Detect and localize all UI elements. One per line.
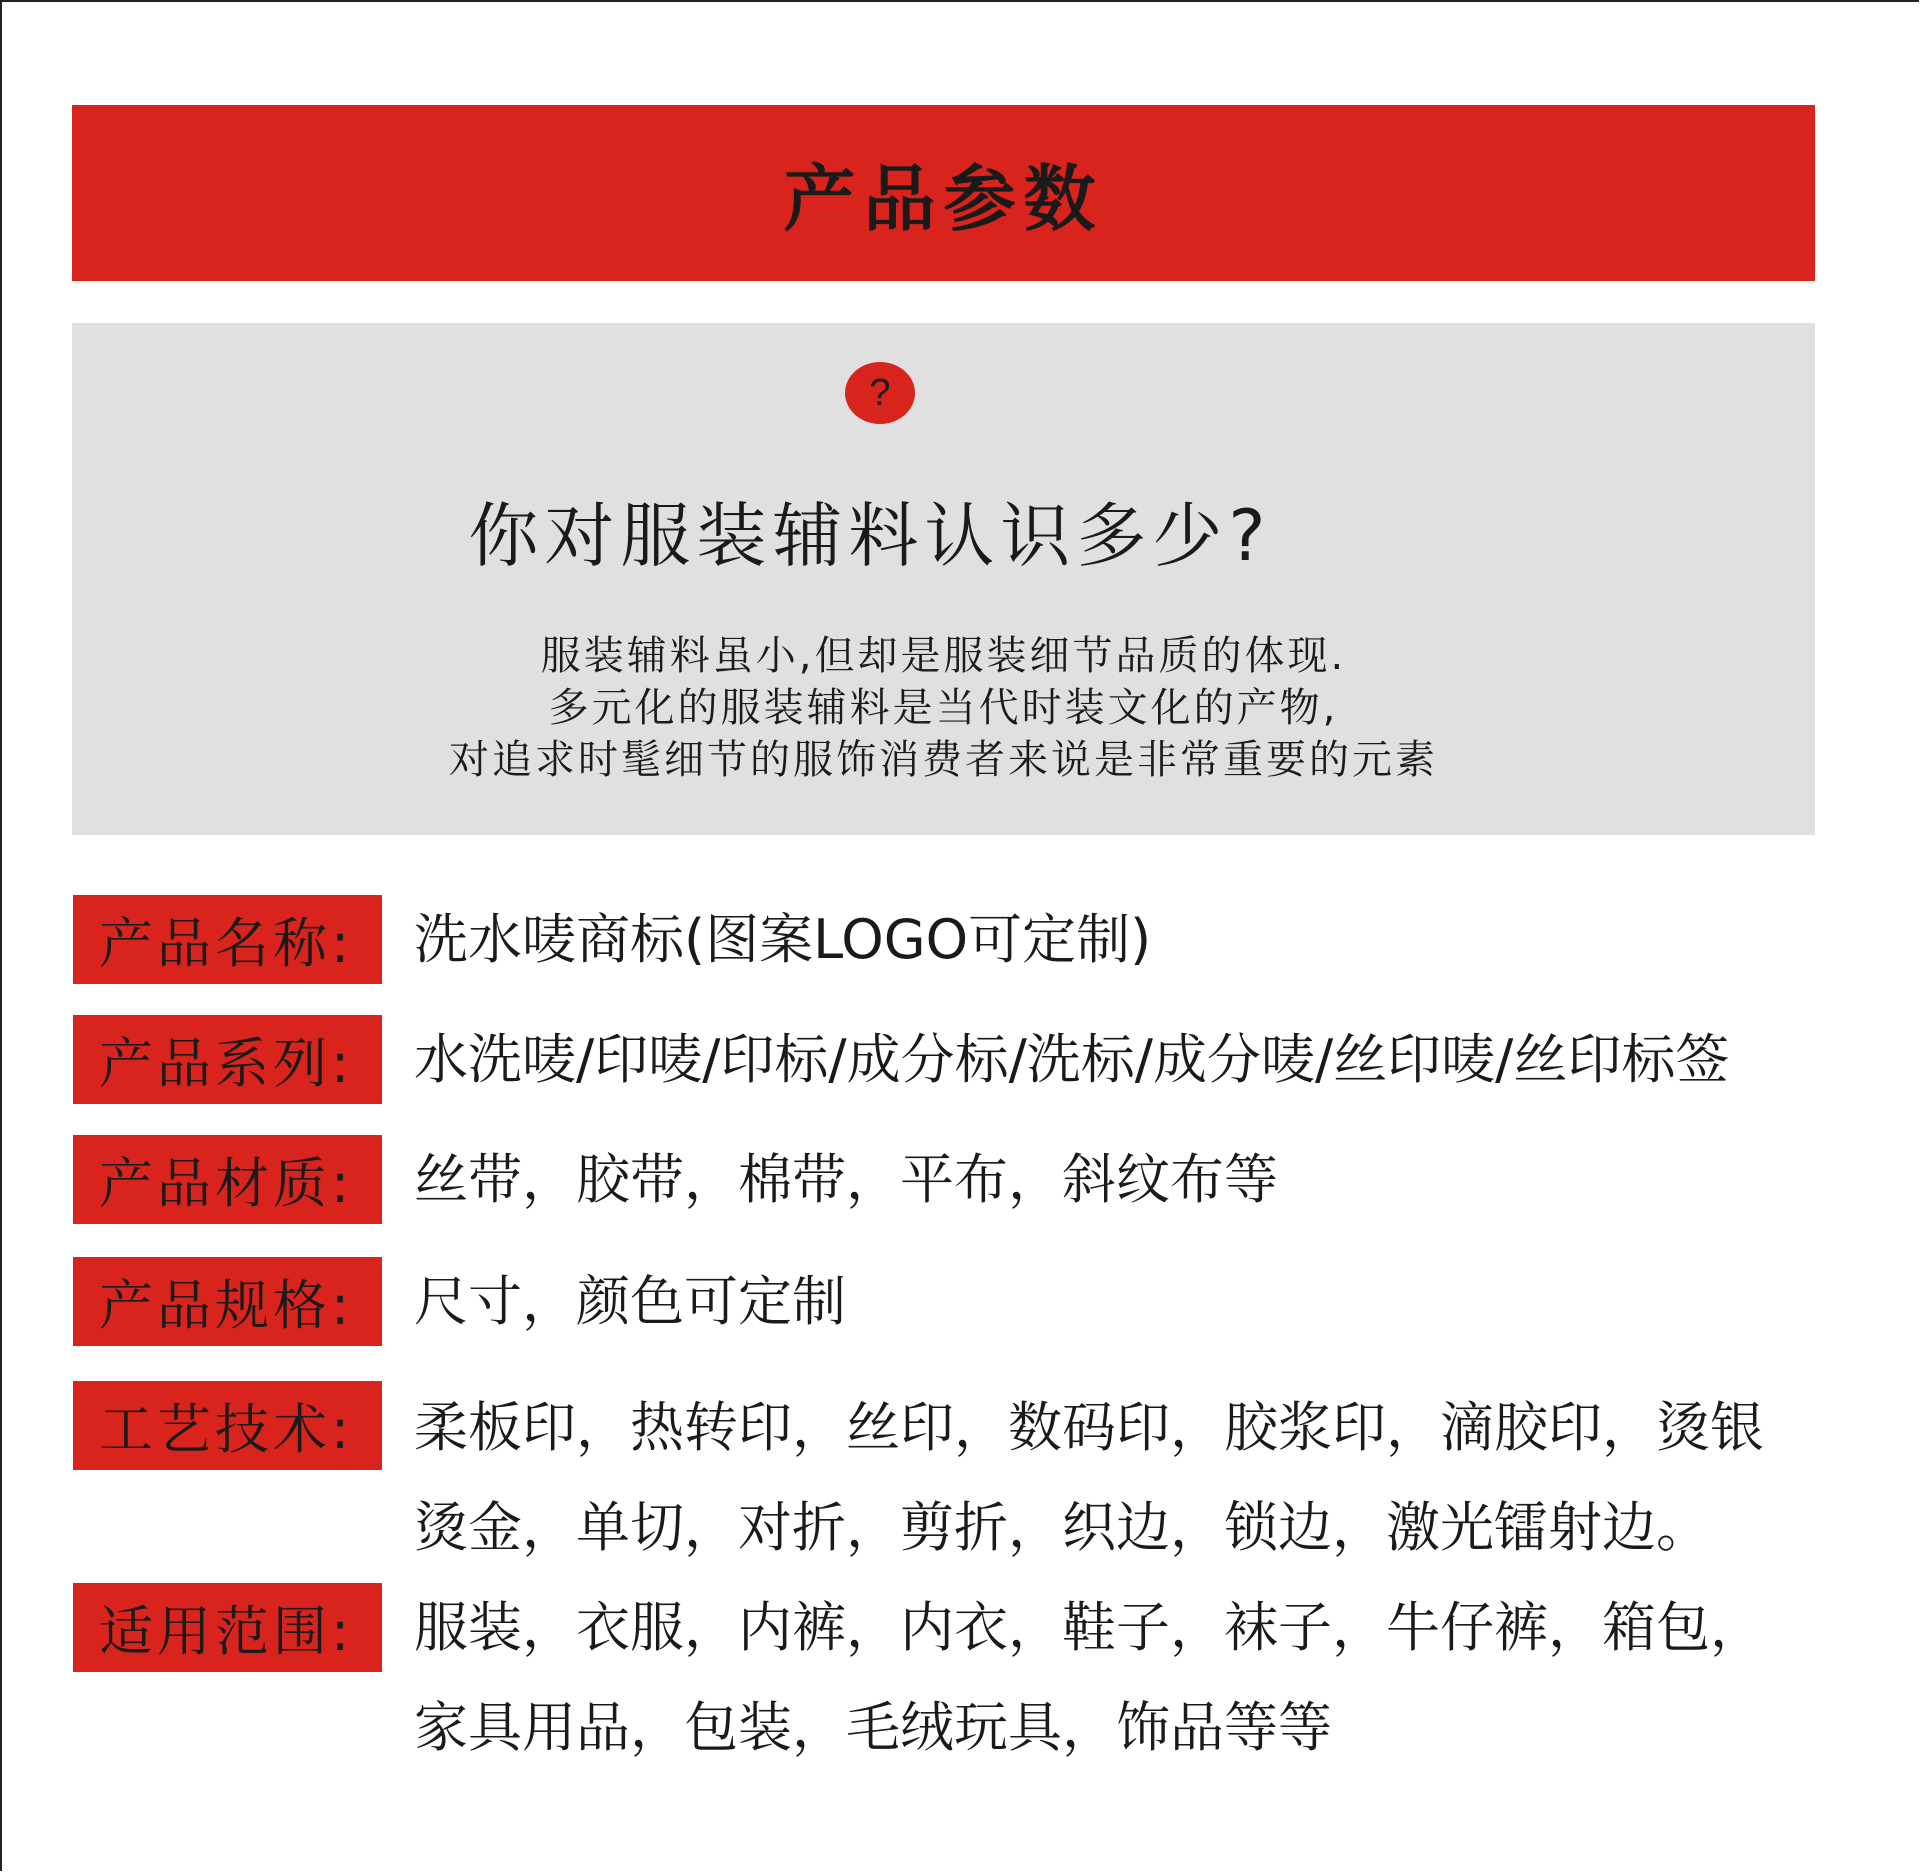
intro-text <box>72 630 1815 786</box>
intro-question: 你对服装辅料认识多少? <box>468 495 1272 577</box>
param-label-spec: 产品规格: <box>73 1257 382 1346</box>
param-value-series: 水洗唛/印唛/印标/成分标/洗标/成分唛/丝印唛/丝印标签 <box>414 1028 1730 1091</box>
param-label-name: 产品名称: <box>73 895 382 984</box>
param-value-spec: 尺寸，颜色可定制 <box>414 1270 846 1333</box>
question-mark-icon: ? <box>845 362 915 424</box>
param-value-scope-line1: 服装，衣服，内裤，内衣，鞋子，袜子，牛仔裤，箱包， <box>414 1596 1764 1659</box>
param-value-name: 洗水唛商标(图案LOGO可定制) <box>414 908 1152 971</box>
page-title: 产品参数 <box>783 157 1104 241</box>
param-label-material: 产品材质: <box>73 1135 382 1224</box>
param-label-scope: 适用范围: <box>73 1583 382 1672</box>
param-value-scope-line2: 家具用品，包装，毛绒玩具，饰品等等 <box>414 1696 1332 1759</box>
intro-line: 对追求时髦细节的服饰消费者来说是非常重要的元素 <box>449 737 1438 783</box>
intro-line: 服装辅料虽小,但却是服装细节品质的体现. <box>540 633 1347 679</box>
intro-line: 多元化的服装辅料是当代时装文化的产物, <box>548 685 1339 731</box>
param-value-craft-line2: 烫金，单切，对折，剪折，织边，锁边，激光镭射边。 <box>414 1496 1710 1559</box>
param-value-material: 丝带，胶带，棉带，平布，斜纹布等 <box>414 1148 1278 1211</box>
param-value-craft-line1: 柔板印，热转印，丝印，数码印，胶浆印，滴胶印，烫银 <box>414 1396 1764 1459</box>
title-banner <box>72 105 1815 281</box>
param-label-craft: 工艺技术: <box>73 1381 382 1470</box>
param-label-series: 产品系列: <box>73 1015 382 1104</box>
